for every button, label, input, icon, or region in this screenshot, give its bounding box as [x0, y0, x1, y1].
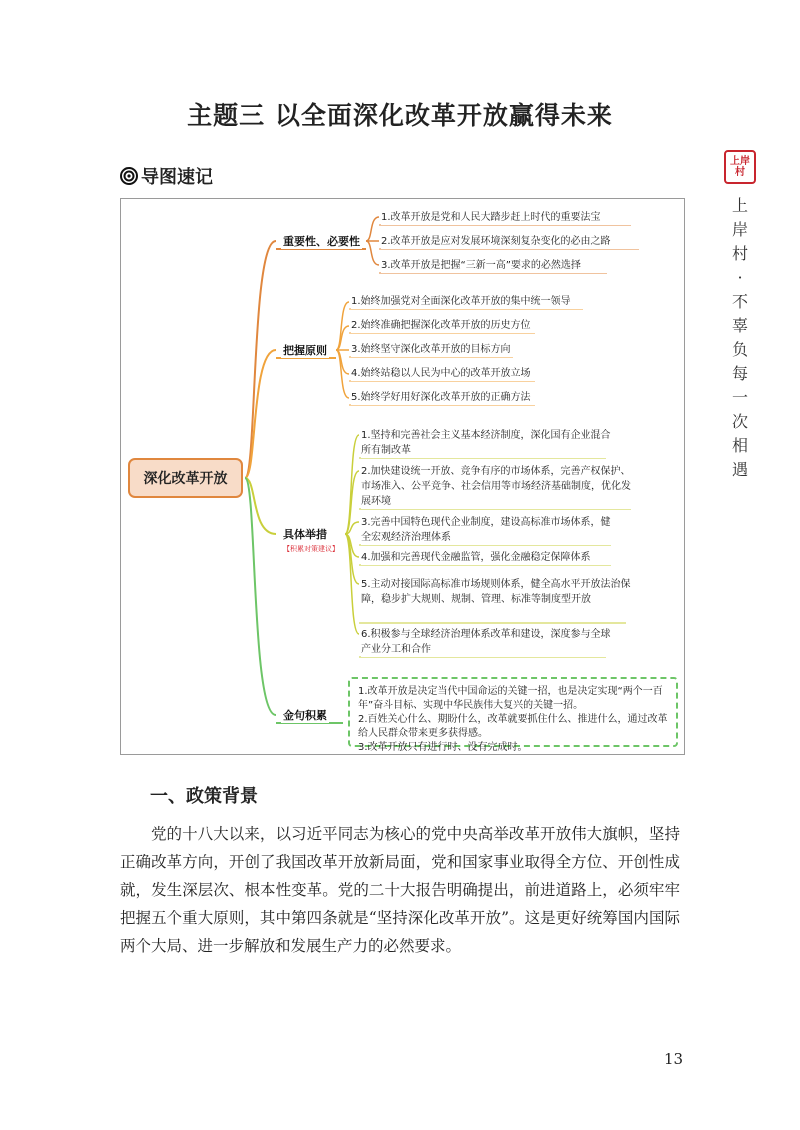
- measure-item-1: 1.坚持和完善社会主义基本经济制度，深化国有企业混合所有制改革: [361, 430, 611, 456]
- quotes-box: [348, 677, 678, 753]
- principle-item-5: 5.始终学好用好深化改革开放的正确方法: [351, 390, 601, 405]
- mind-map: [120, 198, 685, 755]
- branch-quotes: 金句积累: [283, 709, 327, 722]
- page-number: 13: [664, 1050, 684, 1068]
- brand-seal-text: 上岸村: [730, 156, 750, 178]
- measure-item-5: 5.主动对接国际高标准市场规则体系，健全高水平开放法治保障，稳步扩大规则、规制、管理、标准等制度型开放: [361, 579, 631, 605]
- importance-item-2: 2.改革开放是应对发展环境深刻复杂变化的必由之路: [381, 234, 646, 249]
- principle-item-1: 1.始终加强党对全面深化改革开放的集中统一领导: [351, 294, 601, 309]
- subhead-text: 导图速记: [141, 167, 213, 188]
- branch-importance: 重要性、必要性: [283, 235, 360, 248]
- section-heading: 一、政策背景: [150, 786, 258, 807]
- connector-root-branch1: [245, 241, 276, 478]
- branch-principles: 把握原则: [283, 344, 327, 357]
- target-icon: [120, 167, 138, 185]
- measure-item-3: 3.完善中国特色现代企业制度，建设高标准市场体系，健全宏观经济治理体系: [361, 515, 616, 545]
- importance-item-1: 1.改革开放是党和人民大踏步赶上时代的重要法宝: [381, 210, 636, 225]
- subhead: [120, 163, 213, 189]
- connector-root-branch4: [245, 478, 276, 715]
- quote-item-1: 1.改革开放是决定当代中国命运的关键一招，也是决定实现“两个一百年”奋斗目标、实现中华民族伟大复兴的关键一招。: [358, 686, 663, 711]
- brand-seal: [724, 150, 756, 184]
- principle-item-4: 4.始终站稳以人民为中心的改革开放立场: [351, 366, 601, 381]
- principle-item-2: 2.始终准确把握深化改革开放的历史方位: [351, 318, 601, 333]
- body-paragraph: 党的十八大以来，以习近平同志为核心的党中央高举改革开放伟大旗帜，坚持正确改革方向，开创了我国改革开放新局面，党和国家事业取得全方位、开创性成就，发生深层次、根本性变革。党的二十大报告明确提出，前进道路上，必须牢牢把握五个重大原则，其中第四条就是“坚持深化改革开放”。这是更好统筹国内国际两个大局、进一步解放和发展生产力的必然要求。: [120, 825, 680, 955]
- quote-item-3: 3.改革开放只有进行时、没有完成时。: [358, 742, 528, 753]
- root-node: 深化改革开放: [128, 458, 243, 498]
- brand-vertical-text: 上岸村·不辜负每一次相遇: [731, 196, 748, 479]
- brand-sidebar: [721, 150, 759, 482]
- branch-measures-note: 【积累对策建议】: [283, 545, 339, 553]
- measure-item-2: 2.加快建设统一开放、竞争有序的市场体系，完善产权保护、市场准入、公平竞争、社会信用等市场经济基础制度，优化发展环境: [361, 464, 636, 509]
- branch-measures: [281, 526, 341, 554]
- connector-b1-3: [366, 241, 379, 265]
- quote-item-2: 2.百姓关心什么、期盼什么，改革就要抓住什么、推进什么，通过改革给人民群众带来更多获得感。: [358, 714, 668, 739]
- connector-b1-1: [366, 217, 379, 241]
- branch-measures-label: 具体举措: [283, 528, 327, 541]
- principle-item-3: 3.始终坚守深化改革开放的目标方向: [351, 342, 601, 357]
- measure-item-6: 6.积极参与全球经济治理体系改革和建设，深度参与全球产业分工和合作: [361, 629, 611, 655]
- measure-item-4: 4.加强和完善现代金融监管，强化金融稳定保障体系: [361, 550, 616, 565]
- page-title: 主题三 以全面深化改革开放赢得未来: [187, 101, 613, 130]
- importance-item-3: 3.改革开放是把握“三新一高”要求的必然选择: [381, 258, 641, 273]
